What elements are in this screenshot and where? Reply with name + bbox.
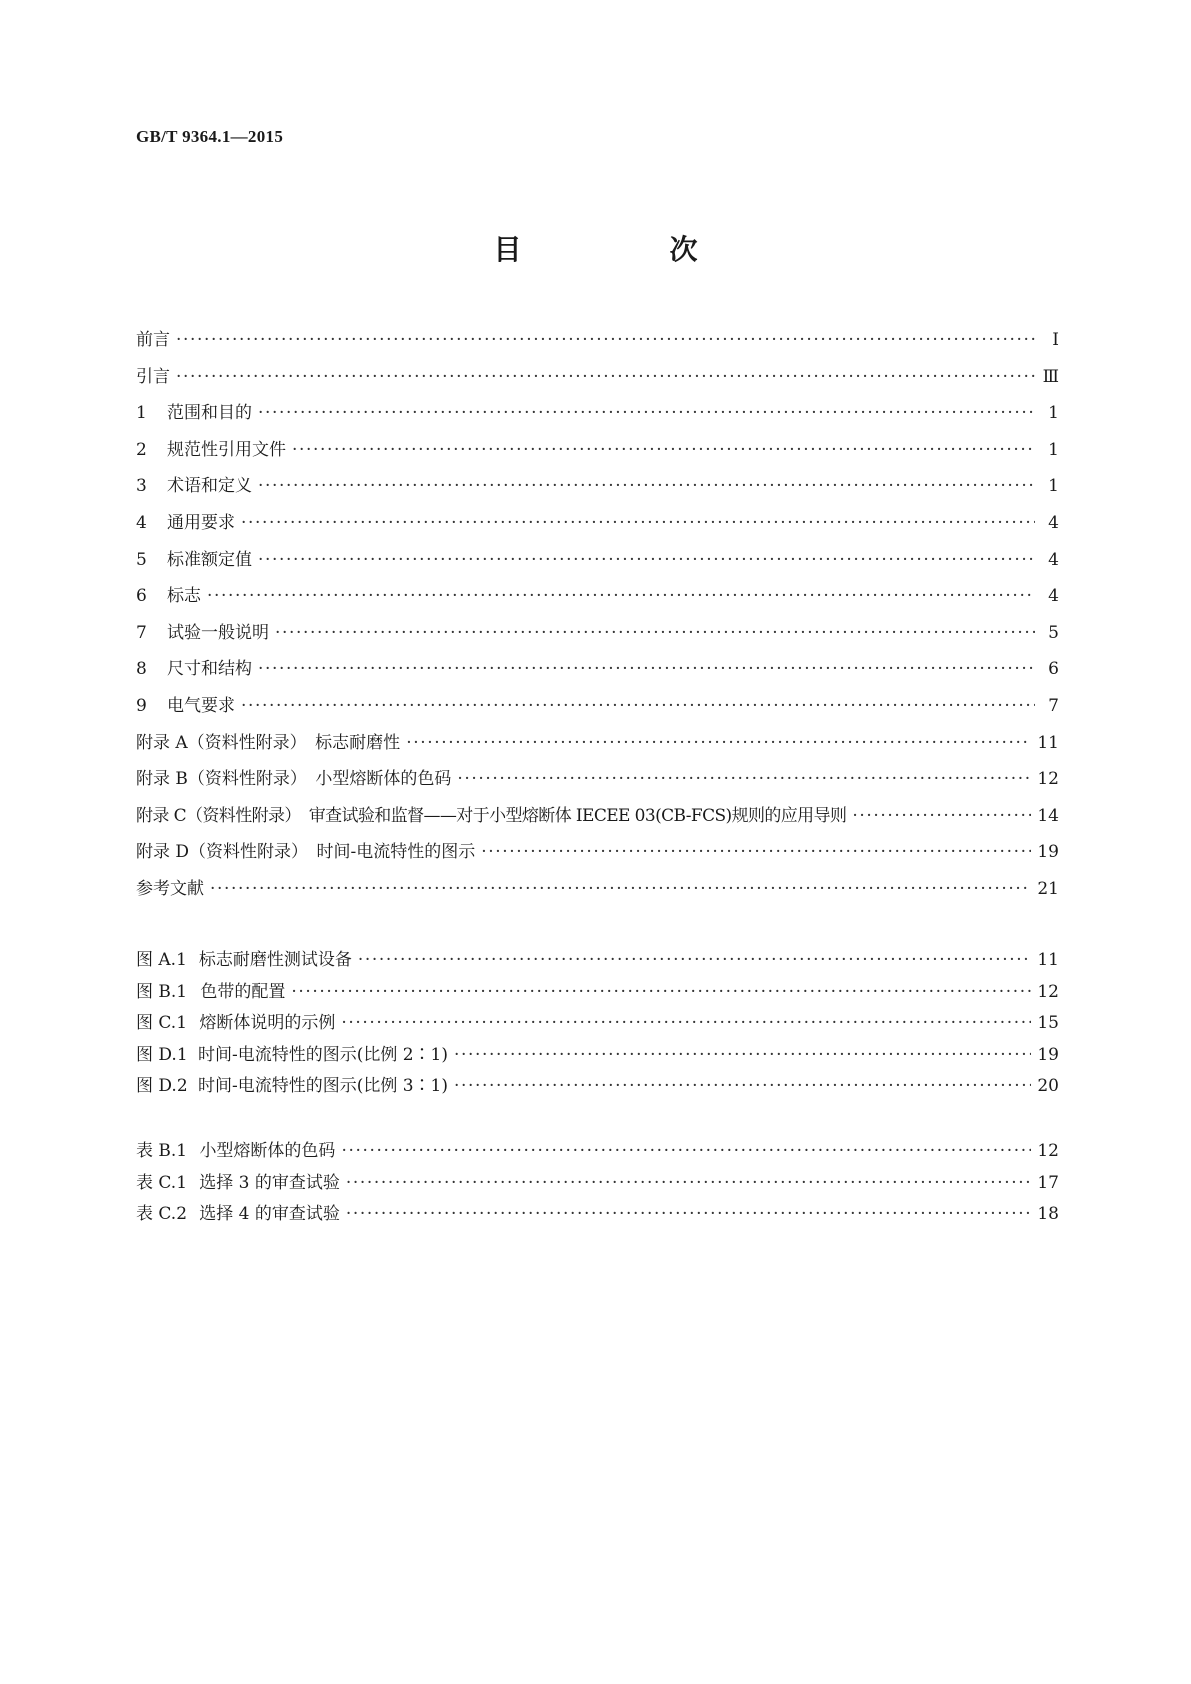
toc-entry-page: 12 [1037, 981, 1059, 1002]
toc-entry-title: 熔断体说明的示例 [199, 1013, 336, 1033]
toc-entry-foreword[interactable] [136, 322, 1059, 359]
toc-entry-page: 4 [1048, 512, 1059, 533]
toc-entry-number: 7 [136, 622, 147, 643]
toc-leader-dots [406, 725, 1031, 762]
toc-figure-entry[interactable] [136, 1008, 1059, 1040]
toc-leader-dots [210, 871, 1031, 908]
toc-entry-page: 12 [1037, 769, 1059, 790]
toc-entry-number: 4 [136, 512, 147, 533]
toc-figure-entry[interactable] [136, 1071, 1059, 1103]
toc-entry-section-7[interactable] [136, 615, 1059, 652]
toc-entry-title: 参考文献 [136, 878, 204, 899]
toc-leader-dots [241, 688, 1035, 725]
toc-entry-page: 4 [1048, 549, 1059, 570]
toc-figure-entry[interactable] [136, 977, 1059, 1009]
toc-leader-dots [176, 322, 1035, 359]
toc-entry-page: 5 [1048, 622, 1059, 643]
toc-entry-page: 21 [1037, 878, 1059, 899]
toc-entry-title: 电气要求 [167, 695, 235, 716]
toc-leader-dots [291, 977, 1031, 1009]
toc-entry-introduction[interactable] [136, 359, 1059, 396]
page-title: 目 次 [493, 233, 758, 266]
toc-leader-dots [346, 1199, 1031, 1231]
toc-tables-list [136, 1136, 1059, 1231]
toc-leader-dots [258, 542, 1035, 579]
toc-entry-number: 图 B.1 [136, 981, 188, 1002]
toc-entry-page: 1 [1048, 439, 1059, 460]
toc-leader-dots [258, 468, 1035, 505]
toc-entry-number: 9 [136, 695, 147, 716]
toc-entry-title: 选择 4 的审查试验 [199, 1204, 340, 1224]
toc-entry-annex-a[interactable] [136, 725, 1059, 762]
toc-entry-title: 附录 D（资料性附录） 时间-电流特性的图示 [136, 842, 476, 863]
toc-entry-annex-d[interactable] [136, 834, 1059, 871]
toc-entry-title: 附录 B（资料性附录） 小型熔断体的色码 [136, 769, 452, 790]
toc-entry-number: 8 [136, 659, 147, 680]
toc-entry-section-8[interactable] [136, 651, 1059, 688]
toc-leader-dots [341, 1008, 1031, 1040]
toc-entry-number: 6 [136, 586, 147, 607]
toc-entry-number: 图 A.1 [136, 950, 187, 970]
toc-entry-number: 表 C.2 [136, 1204, 188, 1224]
toc-entry-page: 19 [1037, 1044, 1059, 1065]
toc-entry-title: 色带的配置 [200, 981, 286, 1002]
toc-entry-page: 12 [1037, 1141, 1059, 1161]
toc-leader-dots [852, 798, 1031, 835]
toc-figures-list [136, 945, 1059, 1103]
toc-entry-page: 15 [1037, 1013, 1059, 1033]
toc-entry-title: 尺寸和结构 [167, 659, 252, 680]
toc-table-entry[interactable] [136, 1136, 1059, 1168]
toc-entry-page: 11 [1037, 732, 1059, 753]
toc-entry-section-3[interactable] [136, 468, 1059, 505]
toc-main-list [136, 322, 1059, 908]
toc-entry-page: 1 [1048, 476, 1059, 497]
toc-entry-title: 时间-电流特性的图示(比例 2∶1) [197, 1044, 448, 1065]
toc-leader-dots [358, 945, 1031, 977]
toc-entry-title: 范围和目的 [167, 403, 252, 424]
toc-entry-number: 2 [136, 439, 147, 460]
toc-entry-page: 6 [1048, 659, 1059, 680]
toc-entry-page: 4 [1048, 586, 1059, 607]
toc-entry-title: 术语和定义 [167, 476, 252, 497]
toc-entry-title: 前言 [136, 330, 170, 350]
toc-leader-dots [454, 1071, 1031, 1103]
toc-entry-page: 17 [1037, 1172, 1059, 1193]
toc-leader-dots [292, 432, 1035, 469]
toc-entry-section-9[interactable] [136, 688, 1059, 725]
toc-leader-dots [457, 761, 1031, 798]
toc-entry-page: 20 [1037, 1076, 1059, 1096]
toc-entry-title: 通用要求 [167, 512, 235, 533]
toc-entry-section-4[interactable] [136, 505, 1059, 542]
toc-leader-dots [481, 834, 1031, 871]
toc-entry-page: 1 [1048, 403, 1059, 424]
toc-entry-section-6[interactable] [136, 578, 1059, 615]
toc-entry-number: 5 [136, 549, 147, 570]
toc-entry-annex-c[interactable] [136, 798, 1059, 835]
toc-entry-number: 图 D.1 [136, 1044, 188, 1065]
toc-entry-annex-b[interactable] [136, 761, 1059, 798]
toc-entry-number: 1 [136, 403, 147, 424]
toc-leader-dots [207, 578, 1035, 615]
toc-leader-dots [258, 651, 1035, 688]
toc-figure-entry[interactable] [136, 945, 1059, 977]
toc-entry-page: 14 [1037, 805, 1059, 826]
toc-entry-title: 小型熔断体的色码 [199, 1141, 336, 1161]
toc-entry-title: 时间-电流特性的图示(比例 3∶1) [197, 1076, 448, 1096]
toc-entry-number: 表 C.1 [136, 1172, 188, 1193]
toc-entry-title: 选择 3 的审查试验 [199, 1172, 340, 1193]
toc-table-entry[interactable] [136, 1199, 1059, 1231]
toc-entry-page: Ⅰ [1052, 330, 1059, 350]
toc-entry-title: 试验一般说明 [167, 622, 269, 643]
toc-entry-title: 附录 C（资料性附录） 审查试验和监督——对于小型熔断体 IECEE 03(CB-FCS)规则的应用导则 [136, 805, 847, 826]
toc-leader-dots [346, 1168, 1031, 1200]
toc-entry-page: 19 [1037, 842, 1059, 863]
toc-entry-title: 标志 [167, 586, 201, 607]
toc-leader-dots [275, 615, 1035, 652]
toc-entry-page: 18 [1037, 1204, 1059, 1224]
toc-entry-title: 引言 [136, 366, 170, 387]
toc-leader-dots [176, 359, 1035, 396]
toc-entry-title: 规范性引用文件 [167, 439, 286, 460]
toc-leader-dots [258, 395, 1035, 432]
toc-entry-section-2[interactable] [136, 432, 1059, 469]
toc-table-entry[interactable] [136, 1168, 1059, 1200]
toc-entry-bibliography[interactable] [136, 871, 1059, 908]
toc-entry-number: 表 B.1 [136, 1141, 188, 1161]
toc-entry-number: 3 [136, 476, 147, 497]
toc-entry-page: 11 [1037, 950, 1059, 970]
toc-leader-dots [241, 505, 1035, 542]
toc-entry-title: 标志耐磨性测试设备 [198, 950, 352, 970]
toc-entry-title: 附录 A（资料性附录） 标志耐磨性 [136, 732, 401, 753]
toc-entry-section-1[interactable] [136, 395, 1059, 432]
toc-entry-section-5[interactable] [136, 542, 1059, 579]
toc-entry-page: 7 [1048, 695, 1059, 716]
toc-leader-dots [341, 1136, 1031, 1168]
document-code: GB/T 9364.1—2015 [136, 127, 284, 146]
toc-figure-entry[interactable] [136, 1040, 1059, 1072]
toc-entry-number: 图 C.1 [136, 1013, 188, 1033]
toc-entry-title: 标准额定值 [167, 549, 252, 570]
toc-entry-page: Ⅲ [1042, 366, 1059, 387]
toc-entry-number: 图 D.2 [136, 1076, 188, 1096]
toc-leader-dots [454, 1040, 1031, 1072]
